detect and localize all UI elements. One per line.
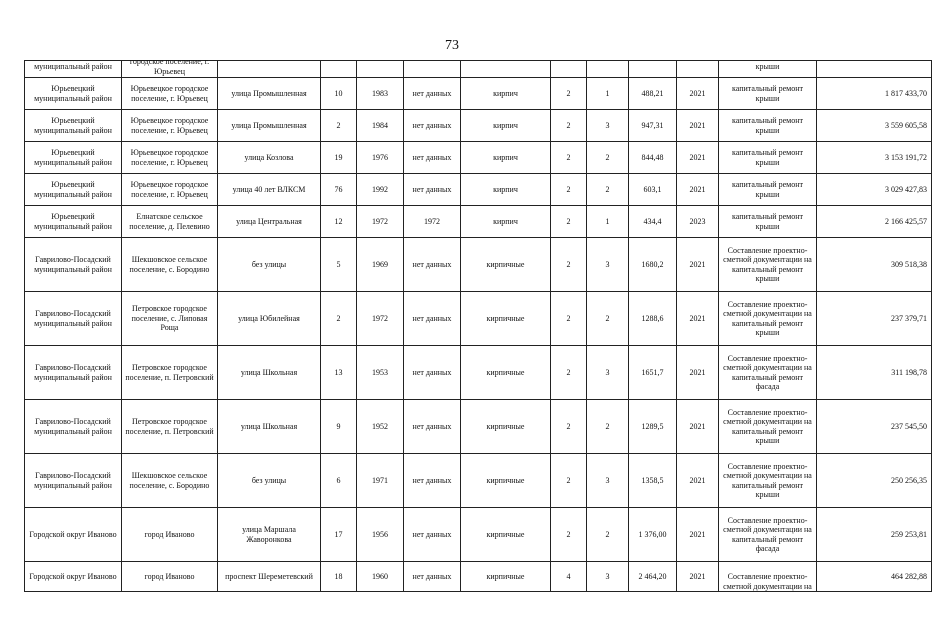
cell-floors: 2 xyxy=(551,206,587,238)
cell-repair-year: 2023 xyxy=(677,206,719,238)
cell-cost: 237 379,71 xyxy=(817,292,932,346)
cell-district: Юрьевецкий муниципальный район xyxy=(25,78,122,110)
cell-house-number: 12 xyxy=(321,206,357,238)
cell-house-number: 10 xyxy=(321,78,357,110)
cell-entrances: 2 xyxy=(587,400,629,454)
cell-street: без улицы xyxy=(218,454,321,508)
cell-wall-material: кирпичные xyxy=(461,346,551,400)
cell-floors: 2 xyxy=(551,400,587,454)
page-number: 73 xyxy=(445,38,459,53)
cell-work-type: Составление проектно-сметной документации на капитальный ремонт фасада xyxy=(719,508,817,562)
table-row xyxy=(25,61,932,78)
cell-house-number: 6 xyxy=(321,454,357,508)
cell-entrances: 2 xyxy=(587,292,629,346)
cell-work-type: капитальный ремонт крыши xyxy=(719,110,817,142)
cell-district: муниципальный район xyxy=(25,61,122,78)
table-row xyxy=(25,400,932,454)
cell-floors: 2 xyxy=(551,508,587,562)
table-row xyxy=(25,454,932,508)
cell-total-area: 2 464,20 xyxy=(629,562,677,592)
cell-year-commissioned: 1972 xyxy=(404,206,461,238)
cell-house-number: 76 xyxy=(321,174,357,206)
cell-house-number: 2 xyxy=(321,292,357,346)
cell-repair-year: 2021 xyxy=(677,508,719,562)
cell-settlement: городское поселение, г. Юрьевец xyxy=(122,61,218,78)
cell-floors: 2 xyxy=(551,142,587,174)
cell-year-built: 1953 xyxy=(357,346,404,400)
cell-year-built: 1976 xyxy=(357,142,404,174)
cell-wall-material: кирпичные xyxy=(461,238,551,292)
cell-repair-year: 2021 xyxy=(677,110,719,142)
cell-work-type: капитальный ремонт крыши xyxy=(719,174,817,206)
cell-house-number: 2 xyxy=(321,110,357,142)
cell-floors: 2 xyxy=(551,238,587,292)
cell-district: Гаврилово-Посадский муниципальный район xyxy=(25,238,122,292)
cell-settlement: Юрьевецкое городское поселение, г. Юрьевец xyxy=(122,110,218,142)
cell-wall-material: кирпич xyxy=(461,206,551,238)
cell-cost: 3 559 605,58 xyxy=(817,110,932,142)
cell-year-built: 1992 xyxy=(357,174,404,206)
cell-street: без улицы xyxy=(218,238,321,292)
table-row xyxy=(25,508,932,562)
cell-total-area: 1289,5 xyxy=(629,400,677,454)
cell-total-area: 434,4 xyxy=(629,206,677,238)
cell-settlement: Шекшовское сельское поселение, с. Бородино xyxy=(122,454,218,508)
cell-floors: 2 xyxy=(551,454,587,508)
table-row xyxy=(25,174,932,206)
cell-year-built: 1956 xyxy=(357,508,404,562)
cell-year-commissioned: нет данных xyxy=(404,174,461,206)
cell-wall-material: кирпичные xyxy=(461,508,551,562)
cell-cost: 259 253,81 xyxy=(817,508,932,562)
cell-total-area: 947,31 xyxy=(629,110,677,142)
cell-work-type: капитальный ремонт крыши xyxy=(719,206,817,238)
cell-wall-material: кирпичные xyxy=(461,454,551,508)
cell-year-commissioned: нет данных xyxy=(404,562,461,592)
cell-year-built: 1960 xyxy=(357,562,404,592)
cell-settlement: Шекшовское сельское поселение, с. Бородино xyxy=(122,238,218,292)
cell-district: Юрьевецкий муниципальный район xyxy=(25,206,122,238)
cell-wall-material: кирпичные xyxy=(461,562,551,592)
cell-floors: 2 xyxy=(551,292,587,346)
cell-street xyxy=(218,61,321,78)
cell-total-area: 1651,7 xyxy=(629,346,677,400)
cell-settlement: Елнатское сельское поселение, д. Пелевино xyxy=(122,206,218,238)
cell-cost: 464 282,88 xyxy=(817,562,932,592)
table-row xyxy=(25,110,932,142)
cell-repair-year: 2021 xyxy=(677,142,719,174)
table-row xyxy=(25,238,932,292)
cell-entrances: 1 xyxy=(587,78,629,110)
cell-year-commissioned: нет данных xyxy=(404,238,461,292)
cell-street: улица Козлова xyxy=(218,142,321,174)
cell-work-type: капитальный ремонт крыши xyxy=(719,78,817,110)
cell-settlement: город Иваново xyxy=(122,508,218,562)
cell-floors: 2 xyxy=(551,174,587,206)
cell-cost xyxy=(817,61,932,78)
cell-repair-year: 2021 xyxy=(677,292,719,346)
cell-work-type: Составление проектно-сметной документации на xyxy=(719,562,817,592)
cell-district: Юрьевецкий муниципальный район xyxy=(25,174,122,206)
cell-house-number: 19 xyxy=(321,142,357,174)
cell-house-number: 17 xyxy=(321,508,357,562)
table-row xyxy=(25,78,932,110)
cell-settlement: Юрьевецкое городское поселение, г. Юрьевец xyxy=(122,142,218,174)
cell-year-commissioned: нет данных xyxy=(404,454,461,508)
cell-entrances: 3 xyxy=(587,110,629,142)
cell-settlement: Юрьевецкое городское поселение, г. Юрьевец xyxy=(122,78,218,110)
cell-floors: 2 xyxy=(551,78,587,110)
cell-district: Гаврилово-Посадский муниципальный район xyxy=(25,346,122,400)
cell-floors: 2 xyxy=(551,110,587,142)
cell-repair-year: 2021 xyxy=(677,78,719,110)
cell-total-area: 603,1 xyxy=(629,174,677,206)
cell-repair-year: 2021 xyxy=(677,346,719,400)
cell-settlement: город Иваново xyxy=(122,562,218,592)
table-row xyxy=(25,346,932,400)
cell-year-commissioned: нет данных xyxy=(404,400,461,454)
cell-repair-year: 2021 xyxy=(677,238,719,292)
cell-repair-year: 2021 xyxy=(677,454,719,508)
cell-year-commissioned: нет данных xyxy=(404,292,461,346)
cell-total-area: 488,21 xyxy=(629,78,677,110)
cell-year-built: 1972 xyxy=(357,292,404,346)
cell-total-area: 1288,6 xyxy=(629,292,677,346)
cell-district: Городской округ Иваново xyxy=(25,508,122,562)
cell-year-built: 1984 xyxy=(357,110,404,142)
table-row xyxy=(25,142,932,174)
cell-district: Юрьевецкий муниципальный район xyxy=(25,110,122,142)
cell-cost: 3 029 427,83 xyxy=(817,174,932,206)
cell-cost: 3 153 191,72 xyxy=(817,142,932,174)
cell-street: проспект Шереметевский xyxy=(218,562,321,592)
cell-cost: 1 817 433,70 xyxy=(817,78,932,110)
table-row xyxy=(25,562,932,592)
cell-work-type: Составление проектно-сметной документации на капитальный ремонт фасада xyxy=(719,346,817,400)
cell-entrances: 2 xyxy=(587,508,629,562)
cell-repair-year: 2021 xyxy=(677,400,719,454)
cell-year-commissioned: нет данных xyxy=(404,78,461,110)
cell-wall-material: кирпичные xyxy=(461,292,551,346)
cell-total-area: 844,48 xyxy=(629,142,677,174)
cell-street: улица Промышленная xyxy=(218,78,321,110)
cell-street: улица Юбилейная xyxy=(218,292,321,346)
cell-year-built: 1971 xyxy=(357,454,404,508)
cell-repair-year xyxy=(677,61,719,78)
cell-wall-material: кирпич xyxy=(461,174,551,206)
cell-entrances: 3 xyxy=(587,454,629,508)
cell-repair-year: 2021 xyxy=(677,562,719,592)
cell-street: улица 40 лет ВЛКСМ xyxy=(218,174,321,206)
cell-street: улица Центральная xyxy=(218,206,321,238)
cell-house-number: 5 xyxy=(321,238,357,292)
cell-entrances: 2 xyxy=(587,174,629,206)
cell-district: Юрьевецкий муниципальный район xyxy=(25,142,122,174)
cell-wall-material xyxy=(461,61,551,78)
cell-district: Гаврилово-Посадский муниципальный район xyxy=(25,400,122,454)
cell-entrances xyxy=(587,61,629,78)
table-row xyxy=(25,292,932,346)
cell-settlement: Петровское городское поселение, с. Липовая Роща xyxy=(122,292,218,346)
cell-work-type: капитальный ремонт крыши xyxy=(719,142,817,174)
cell-year-commissioned: нет данных xyxy=(404,508,461,562)
cell-wall-material: кирпич xyxy=(461,110,551,142)
cell-wall-material: кирпич xyxy=(461,78,551,110)
cell-floors xyxy=(551,61,587,78)
cell-total-area: 1358,5 xyxy=(629,454,677,508)
cell-cost: 311 198,78 xyxy=(817,346,932,400)
cell-street: улица Школьная xyxy=(218,400,321,454)
cell-settlement: Петровское городское поселение, п. Петровский xyxy=(122,400,218,454)
cell-year-built: 1969 xyxy=(357,238,404,292)
cell-entrances: 1 xyxy=(587,206,629,238)
cell-cost: 237 545,50 xyxy=(817,400,932,454)
cell-work-type: Составление проектно-сметной документации на капитальный ремонт крыши xyxy=(719,400,817,454)
cell-district: Гаврилово-Посадский муниципальный район xyxy=(25,292,122,346)
cell-house-number xyxy=(321,61,357,78)
cell-work-type: Составление проектно-сметной документации на капитальный ремонт крыши xyxy=(719,292,817,346)
cell-settlement: Петровское городское поселение, п. Петровский xyxy=(122,346,218,400)
cell-year-commissioned: нет данных xyxy=(404,110,461,142)
cell-street: улица Школьная xyxy=(218,346,321,400)
cell-entrances: 3 xyxy=(587,562,629,592)
cell-cost: 2 166 425,57 xyxy=(817,206,932,238)
cell-cost: 250 256,35 xyxy=(817,454,932,508)
cell-work-type: Составление проектно-сметной документации на капитальный ремонт крыши xyxy=(719,454,817,508)
cell-entrances: 2 xyxy=(587,142,629,174)
cell-house-number: 18 xyxy=(321,562,357,592)
cell-house-number: 13 xyxy=(321,346,357,400)
cell-settlement: Юрьевецкое городское поселение, г. Юрьевец xyxy=(122,174,218,206)
table-row xyxy=(25,206,932,238)
cell-year-built: 1983 xyxy=(357,78,404,110)
cell-year-built: 1952 xyxy=(357,400,404,454)
cell-floors: 2 xyxy=(551,346,587,400)
cell-total-area: 1 376,00 xyxy=(629,508,677,562)
cell-wall-material: кирпичные xyxy=(461,400,551,454)
cell-total-area: 1680,2 xyxy=(629,238,677,292)
cell-house-number: 9 xyxy=(321,400,357,454)
cell-wall-material: кирпич xyxy=(461,142,551,174)
cell-year-built: 1972 xyxy=(357,206,404,238)
cell-district: Гаврилово-Посадский муниципальный район xyxy=(25,454,122,508)
cell-work-type: крыши xyxy=(719,61,817,78)
cell-entrances: 3 xyxy=(587,238,629,292)
cell-work-type: Составление проектно-сметной документации на капитальный ремонт крыши xyxy=(719,238,817,292)
housing-register-table xyxy=(24,57,932,592)
cell-year-commissioned: нет данных xyxy=(404,346,461,400)
cell-district: Городской округ Иваново xyxy=(25,562,122,592)
cell-cost: 309 518,38 xyxy=(817,238,932,292)
cell-street: улица Промышленная xyxy=(218,110,321,142)
cell-street: улица Маршала Жаворонкова xyxy=(218,508,321,562)
cell-total-area xyxy=(629,61,677,78)
cell-entrances: 3 xyxy=(587,346,629,400)
cell-repair-year: 2021 xyxy=(677,174,719,206)
cell-year-built xyxy=(357,61,404,78)
cell-year-commissioned xyxy=(404,61,461,78)
cell-floors: 4 xyxy=(551,562,587,592)
cell-year-commissioned: нет данных xyxy=(404,142,461,174)
